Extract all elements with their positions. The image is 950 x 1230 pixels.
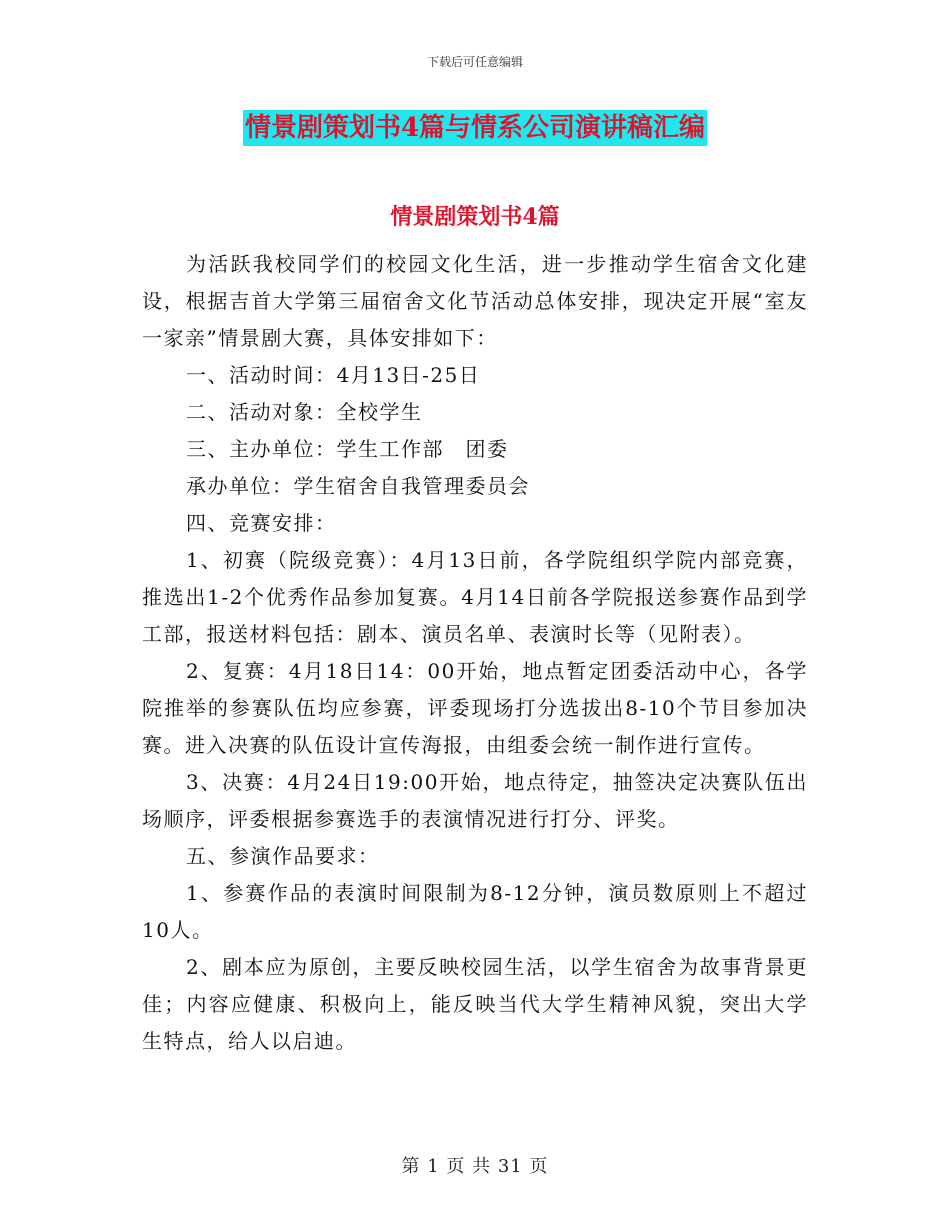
paragraph: 一、活动时间：4月13日-25日 [186, 363, 481, 387]
paragraph: 三、主办单位：学生工作部 团委 [186, 437, 509, 461]
paragraph: 1、初赛（院级竞赛）：4月13日前，各学院组织学院内部竞赛，推选出1-2个优秀作品参加复赛。4月14日前各学院报送参赛作品到学工部，报送材料包括：剧本、演员名单、表演时长等（见附表）。 [142, 548, 808, 646]
paragraph: 2、复赛：4月18日14：00开始，地点暂定团委活动中心，各学院推举的参赛队伍均应参赛，评委现场打分选拔出8-10个节目参加决赛。进入决赛的队伍设计宣传海报，由组委会统一制作进行宣传。 [142, 659, 808, 757]
paragraph: 承办单位：学生宿舍自我管理委员会 [186, 474, 530, 498]
document-body [142, 246, 808, 1060]
main-title-container [0, 110, 950, 146]
page-number-footer: 第 1 页 共 31 页 [401, 1156, 549, 1177]
paragraph: 3、决赛：4月24日19:00开始，地点待定，抽签决定决赛队伍出场顺序，评委根据参赛选手的表演情况进行打分、评奖。 [142, 770, 808, 831]
paragraph: 1、参赛作品的表演时间限制为8-12分钟，演员数原则上不超过10人。 [142, 881, 808, 942]
paragraph: 为活跃我校同学们的校园文化生活，进一步推动学生宿舍文化建设，根据吉首大学第三届宿舍文化节活动总体安排，现决定开展“室友一家亲”情景剧大赛，具体安排如下： [142, 252, 808, 350]
paragraph: 五、参演作品要求： [186, 844, 380, 868]
paragraph: 二、活动对象：全校学生 [186, 400, 423, 424]
paragraph: 2、剧本应为原创，主要反映校园生活，以学生宿舍为故事背景更佳；内容应健康、积极向上，能反映当代大学生精神风貌，突出大学生特点，给人以启迪。 [142, 955, 808, 1053]
sub-title: 情景剧策划书4篇 [390, 204, 560, 230]
header-note: 下载后可任意编辑 [426, 55, 523, 69]
paragraph: 四、竞赛安排： [186, 511, 337, 535]
main-title: 情景剧策划书4篇与情系公司演讲稿汇编 [243, 110, 707, 146]
